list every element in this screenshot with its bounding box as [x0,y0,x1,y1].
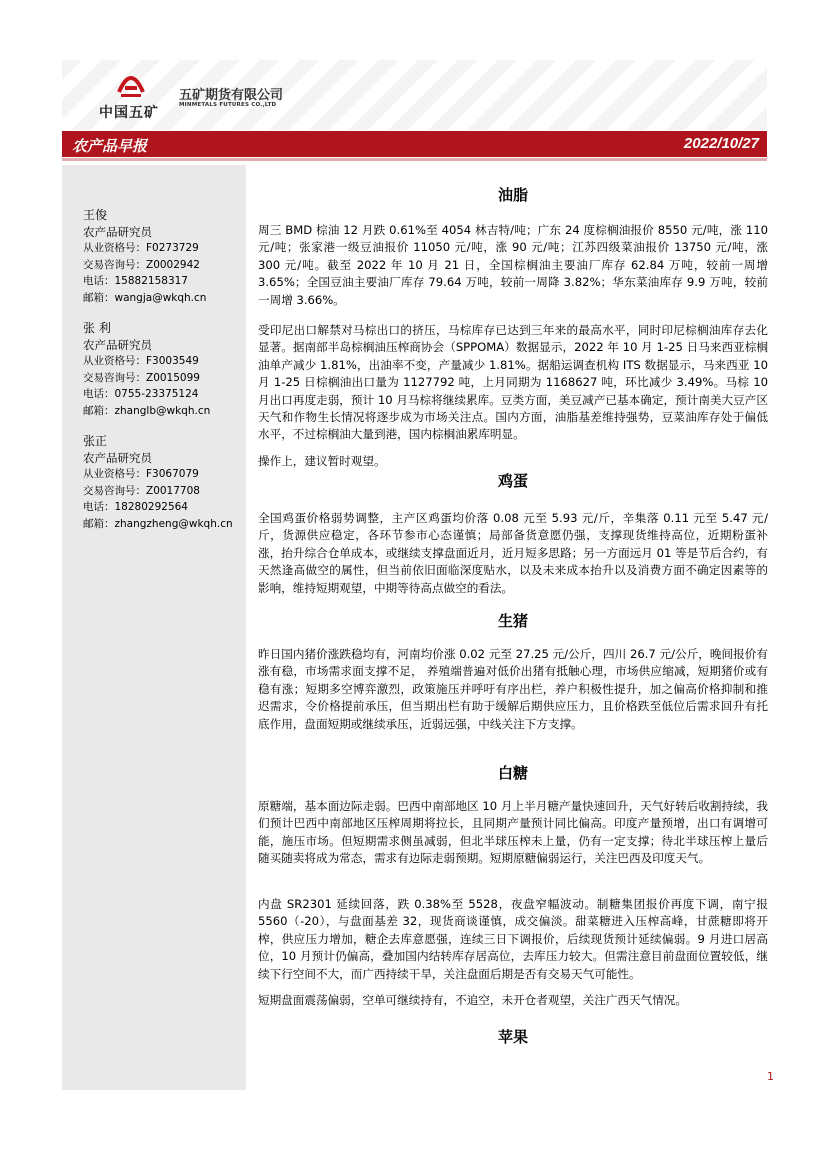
analyst-title: 农产品研究员 [83,224,152,239]
analyst-sidebar [62,165,246,1090]
minmetals-logo-icon [113,70,149,100]
company-name-en: MINMETALS FUTURES CO.,LTD [179,102,277,108]
analyst-consult-number: 交易咨询号：Z0002942 [83,258,200,271]
paragraph: 操作上，建议暂时观望。 [258,454,386,468]
section-title-apples: 苹果 [497,1028,528,1046]
paragraph: 受印尼出口解禁对马棕出口的挤压，马棕库存已达到三年来的最高水平，同时印尼棕榈油库存去化显著。据南部半岛棕榈油压榨商协会（SPPOMA）数据显示，2022 年 10 月 1-25 日马来西亚棕榈油单产减少 1.81%，出油率不变，产量减少 1.81%。据船运调查机构 ITS 数据显示，马来西亚 10 月 1-25 日棕榈油出口量为 1127792 吨，上月同期为 1168627 吨，环比减少 3.49%。马棕 10 月出口再度走弱，预计 10 月马棕将继续累库。豆类方面，美豆减产已基本确定，预计南美大豆产区天气和作物生长情况将逐步成为市场关注点。国内方面，油脂基差维持强势，豆菜油库存处于偏低水平，不过棕榈油大量到港，国内棕榈油累库明显。 [258,323,768,442]
analyst-consult-number: 交易咨询号：Z0017708 [83,484,200,497]
section-title-hogs: 生猪 [497,612,528,630]
analyst-title: 农产品研究员 [83,450,152,465]
analyst-phone: 电话：18280292564 [83,501,188,513]
analyst-name: 张 利 [83,321,111,335]
report-title: 农产品早报 [72,138,148,155]
analyst-card [83,207,206,306]
analyst-name: 张正 [83,434,108,448]
analyst-phone: 电话：15882158317 [83,275,188,287]
page-number: 1 [767,1070,774,1083]
analyst-card [83,320,210,419]
company-name-cn: 五矿期货有限公司 [179,88,284,103]
section-title-oils: 油脂 [497,186,528,204]
title-divider [62,158,767,161]
report-date: 2022/10/27 [683,135,759,152]
analyst-license: 从业资格号：F0273729 [83,242,199,254]
company-logo [95,70,325,122]
analyst-phone: 电话：0755-23375124 [83,388,199,400]
paragraph: 原糖端，基本面边际走弱。巴西中南部地区 10 月上半月糖产量快速回升，天气好转后收割持续，我们预计巴西中南部地区压榨周期将拉长，且同期产量预计同比偏高。印度产量预增，出口有调增可能，施压市场。但短期需求侧虽减弱，但北半球压榨未上量，仍有一定支撑；待北半球压榨上量后随买随卖将成为常态，需求有边际走弱预期。短期原糖偏弱运行，关注巴西及印度天气。 [258,799,768,866]
analyst-license: 从业资格号：F3003549 [83,355,199,367]
analyst-email: 邮箱：zhangzheng@wkqh.cn [83,517,233,530]
analyst-license: 从业资格号：F3067079 [83,468,199,480]
analyst-email: 邮箱：zhanglb@wkqh.cn [83,404,211,417]
section-title-sugar: 白糖 [497,764,528,782]
section-title-eggs: 鸡蛋 [497,472,528,490]
paragraph: 内盘 SR2301 延续回落，跌 0.38%至 5528，夜盘窄幅波动。制糖集团报价再度下调，南宁报 5560（-20），与盘面基差 32，现货商谈谨慎，成交偏淡。甜菜糖进入压榨高峰，甘蔗糖即将开榨，供应压力增加，糖企去库意愿强，连续三日下调报价，后续现货预计延续偏弱。9 月进口居高位，10 月预计仍偏高，叠加国内结转库存居高位，去库压力较大。但需注意目前盘面位置较低，继续下行空间不大，而广西持续干旱，关注盘面后期是否有交易天气可能性。 [258,897,768,981]
paragraph: 全国鸡蛋价格弱势调整，主产区鸡蛋均价落 0.08 元至 5.93 元/斤，辛集落 0.11 元至 5.47 元/斤，货源供应稳定，各环节参市心态谨慎；局部备货意愿仍强，支撑现货维持高位，近期粉蛋补涨，抬升综合仓单成本，或继续支撑盘面近月，近月短多思路；另一方面远月 01 等是节后合约，有天然逢高做空的属性，但当前依旧面临深度贴水，以及未来成本抬升以及消费方面不确定因素等的影响，维持短期观望，中期等待高点做空的看法。 [258,511,768,595]
paragraph: 昨日国内猪价涨跌稳均有，河南均价涨 0.02 元至 27.25 元/公斤，四川 26.7 元/公斤，晚间报价有涨有稳，市场需求面支撑不足， 养殖端普遍对低价出猪有抵触心理，市场供应缩减，短期猪价或有稳有涨；短期多空博弈激烈，政策施压并呼吁有序出栏，养户积极性提升，加之偏高价格抑制和推迟需求，令价格提前承压，但当期出栏有助于缓解后期供应压力，且价格跌至低位后需求回升有托底作用，盘面短期或继续承压，近弱远强，中线关注下方支撑。 [258,647,768,731]
analyst-name: 王俊 [83,208,108,222]
logo-text: 中国五矿 [99,105,159,121]
analyst-title: 农产品研究员 [83,337,152,352]
paragraph: 周三 BMD 棕油 12 月跌 0.61%至 4054 林吉特/吨；广东 24 度棕榈油报价 8550 元/吨，涨 110 元/吨；张家港一级豆油报价 11050 元/吨，涨 90 元/吨；江苏四级菜油报价 13750 元/吨，涨 300 元/吨。截至 2022 年 10 月 21 日，全国棕榈油主要油厂库存 62.84 万吨，较前一周增 3.65%；全国豆油主要油厂库存 79.64 万吨，较前一周降 3.82%；华东菜油库存 9.9 万吨，较前一周增 3.66%。 [258,223,768,307]
paragraph: 短期盘面震荡偏弱，空单可继续持有，不追空，未开仓者观望，关注广西天气情况。 [258,993,687,1007]
analyst-card [83,433,233,532]
analyst-consult-number: 交易咨询号：Z0015099 [83,371,200,384]
report-title-bar [62,131,767,157]
analyst-email: 邮箱：wangja@wkqh.cn [83,291,207,304]
